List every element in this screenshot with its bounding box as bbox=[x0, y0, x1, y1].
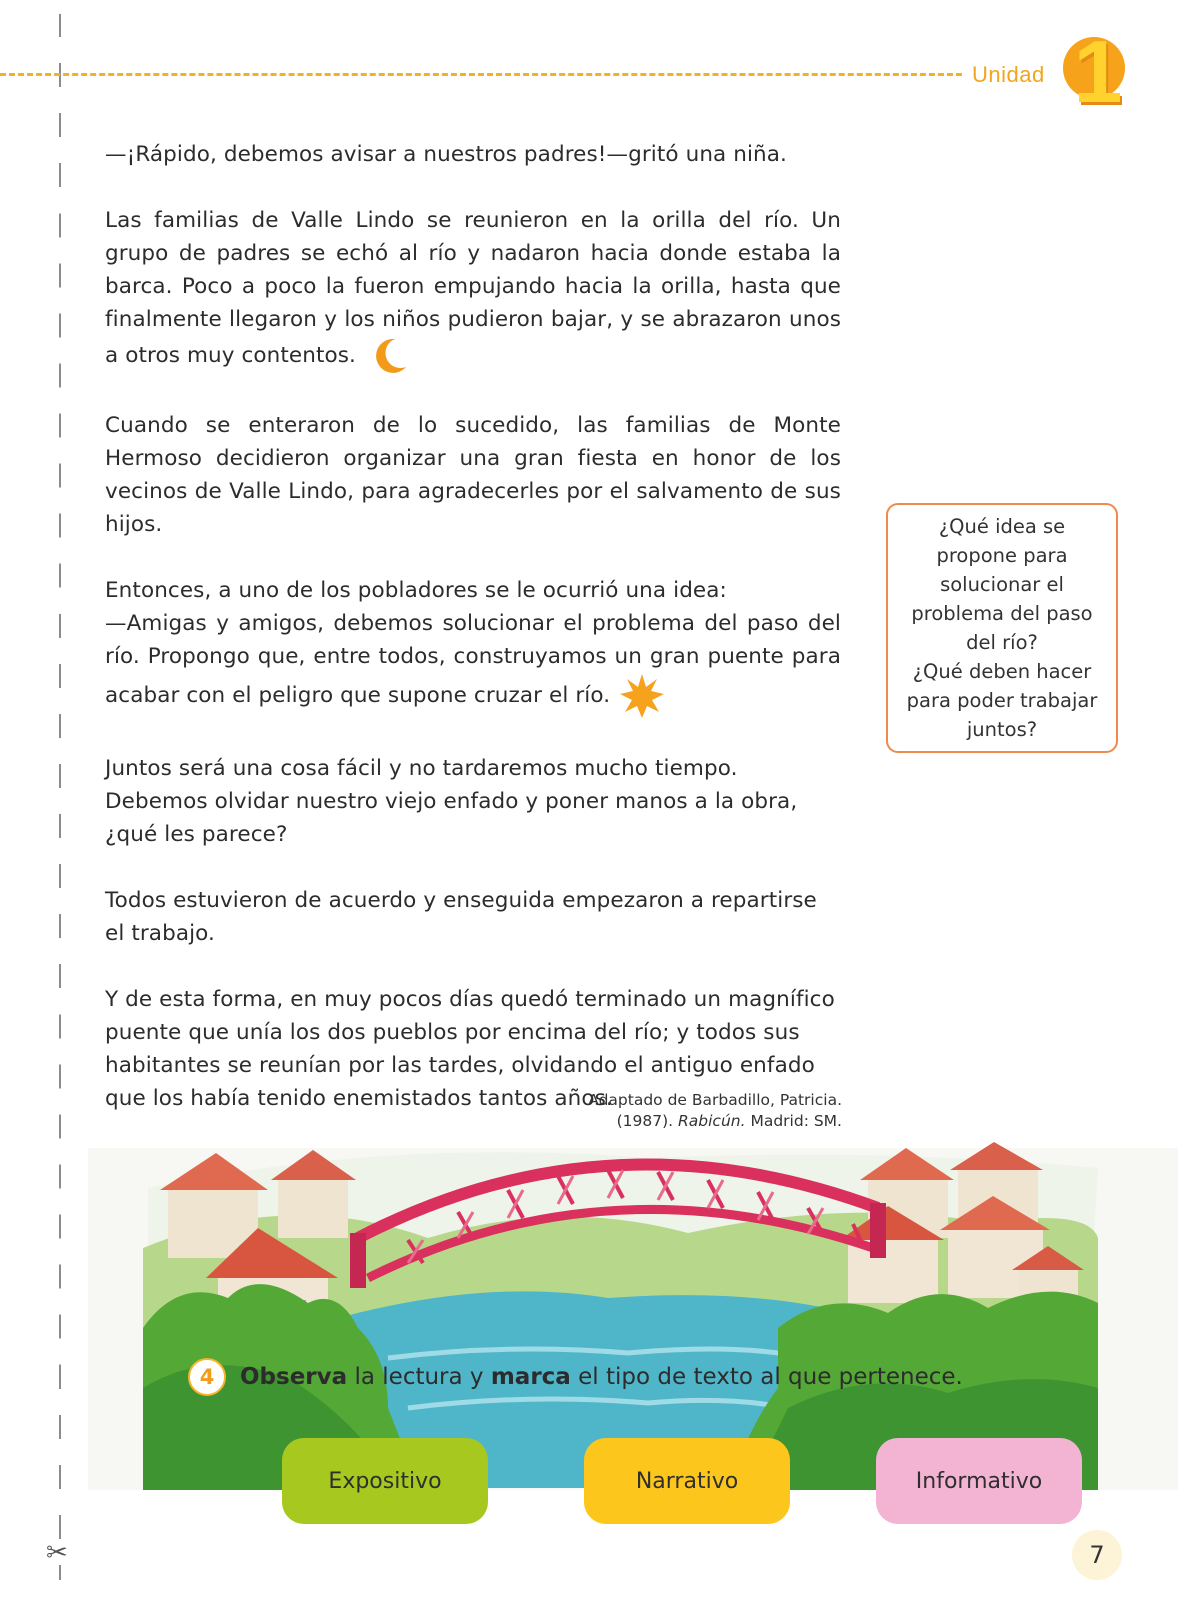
story-paragraph-7: Todos estuvieron de acuerdo y enseguida empezaron a repartirse el trabajo. bbox=[105, 888, 817, 946]
star-icon bbox=[619, 673, 665, 719]
unit-number: 1 bbox=[1073, 22, 1123, 121]
option-expositivo[interactable]: Expositivo bbox=[282, 1438, 488, 1524]
story-paragraph-6: Juntos será una cosa fácil y no tardaremos mucho tiempo. Debemos olvidar nuestro viejo enfado y poner manos a la obra, ¿qué les parece? bbox=[105, 756, 798, 847]
story-paragraph-2-text: Las familias de Valle Lindo se reunieron en la orilla del río. Un grupo de padres se echó al río y nadaron hacia donde estaba la barca. Poco a poco la fueron empujando hacia la orilla, hasta que finalmente llegaron y los niños pudieron bajar, y se abrazaron unos a otros muy contentos. bbox=[105, 208, 841, 368]
cut-line bbox=[59, 14, 61, 1580]
story-paragraph-3: Cuando se enteraron de lo sucedido, las familias de Monte Hermoso decidieron organizar una gran fiesta en honor de los vecinos de Valle Lindo, para agradecerles por el salvamento de sus hijos. bbox=[105, 413, 841, 537]
story-paragraph-4 bbox=[105, 574, 841, 607]
story-paragraph-4-text: Entonces, a uno de los pobladores se le ocurrió una idea: bbox=[105, 578, 727, 603]
citation-author: Adaptado de Barbadillo, Patricia. bbox=[588, 1091, 842, 1109]
scissors-icon: ✂ bbox=[46, 1538, 68, 1568]
citation-year: (1987). bbox=[616, 1112, 674, 1130]
header-dashed-line bbox=[0, 73, 962, 76]
question-2: ¿Qué deben hacer para poder trabajar juntos? bbox=[906, 660, 1098, 741]
story-paragraph-5 bbox=[105, 607, 841, 719]
page-number: 7 bbox=[1072, 1530, 1122, 1580]
question-box bbox=[886, 503, 1118, 753]
activity-number: 4 bbox=[188, 1358, 226, 1396]
story-paragraph-8: Y de esta forma, en muy pocos días quedó terminado un magnífico puente que unía los dos pueblos por encima del río; y todos sus habitantes se reunían por las tardes, olvidando el antiguo enfado que los había tenido enemistados tantos años. bbox=[105, 987, 835, 1111]
story-paragraph-1: —¡Rápido, debemos avisar a nuestros padres!—gritó una niña. bbox=[105, 142, 787, 167]
story-paragraph-5-text: —Amigas y amigos, debemos solucionar el problema del paso del río. Propongo que, entre todos, construyamos un gran puente para acabar con el peligro que supone cruzar el río. bbox=[105, 611, 841, 708]
story-text bbox=[105, 138, 841, 1148]
activity-verb-observa: Observa bbox=[240, 1364, 348, 1390]
activity-verb-marca: marca bbox=[490, 1364, 571, 1390]
story-paragraph-2 bbox=[105, 204, 841, 376]
activity-text-2: el tipo de texto al que pertenece. bbox=[570, 1364, 963, 1390]
bridge-illustration bbox=[88, 1128, 1178, 1490]
option-narrativo[interactable]: Narrativo bbox=[584, 1438, 790, 1524]
citation bbox=[500, 1090, 842, 1132]
option-informativo[interactable]: Informativo bbox=[876, 1438, 1082, 1524]
activity-text-1: la lectura y bbox=[347, 1364, 491, 1390]
unit-label: Unidad bbox=[972, 62, 1045, 87]
question-1: ¿Qué idea se propone para solucionar el problema del paso del río? bbox=[911, 515, 1093, 654]
citation-publisher: Madrid: SM. bbox=[750, 1112, 842, 1130]
activity-instruction bbox=[188, 1355, 963, 1399]
moon-icon bbox=[369, 336, 409, 376]
citation-title: Rabicún. bbox=[678, 1112, 746, 1130]
